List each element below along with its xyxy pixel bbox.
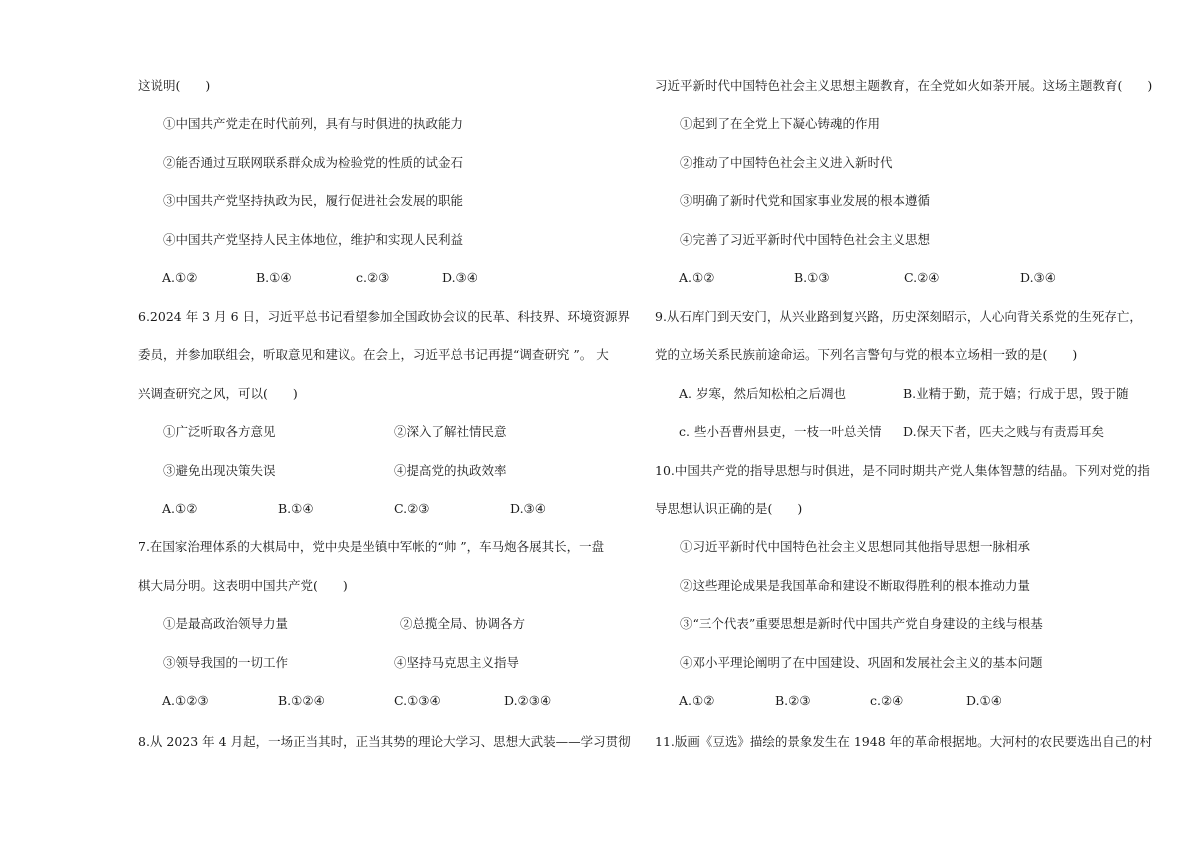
q10-stem-line-1: 10.中国共产党的指导思想与时俱进，是不同时期共产党人集体智慧的结晶。下列对党的指 (655, 463, 1150, 478)
q7-statement-1: ①是最高政治领导力量 (163, 616, 289, 631)
q5-statement-1: ①中国共产党走在时代前列，具有与时俱进的执政能力 (163, 116, 464, 131)
q8-option-a[interactable]: A.①② (679, 270, 715, 285)
q5-statement-4: ④中国共产党坚持人民主体地位，维护和实现人民利益 (163, 232, 464, 247)
q6-stem-line-2: 委员，并参加联组会，听取意见和建议。在会上，习近平总书记再提“调查研究 ”。 大 (138, 347, 609, 362)
q7-option-a[interactable]: A.①②③ (162, 693, 209, 708)
q11-stem-line-1: 11.版画《豆选》描绘的景象发生在 1948 年的革命根据地。大河村的农民要选出自己的村 (655, 734, 1153, 749)
q8-statement-4: ④完善了习近平新时代中国特色社会主义思想 (680, 232, 931, 247)
q7-stem-line-1: 7.在国家治理体系的大棋局中，党中央是坐镇中军帐的“帅 ”，车马炮各展其长，一盘 (138, 539, 605, 554)
q10-options (679, 693, 1129, 709)
q5-statement-3: ③中国共产党坚持执政为民，履行促进社会发展的职能 (163, 193, 464, 208)
q7-statement-2: ②总揽全局、协调各方 (400, 616, 526, 631)
q10-option-b[interactable]: B.②③ (775, 693, 811, 708)
q5-option-d[interactable]: D.③④ (442, 270, 478, 285)
q6-statement-1: ①广泛听取各方意见 (163, 424, 276, 439)
q8-option-b[interactable]: B.①③ (794, 270, 830, 285)
q7-statement-3: ③领导我国的一切工作 (163, 655, 289, 670)
q10-statement-1: ①习近平新时代中国特色社会主义思想同其他指导思想一脉相承 (680, 539, 1031, 554)
q8-statement-1: ①起到了在全党上下凝心铸魂的作用 (680, 116, 881, 131)
q7-statement-4: ④坚持马克思主义指导 (394, 655, 520, 670)
q9-option-a[interactable]: A. 岁寒，然后知松柏之后凋也 (679, 386, 846, 401)
q7-options (162, 693, 612, 709)
q6-options (162, 501, 612, 517)
q8-option-d[interactable]: D.③④ (1020, 270, 1056, 285)
q6-option-a[interactable]: A.①② (162, 501, 198, 516)
q10-stem-line-2: 导思想认识正确的是( ) (655, 501, 803, 516)
q9-stem-line-1: 9.从石库门到天安门，从兴业路到复兴路，历史深刻昭示，人心向背关系党的生死存亡， (655, 309, 1142, 324)
q6-stem-line-3: 兴调查研究之风，可以( ) (138, 386, 298, 401)
q9-stem-line-2: 党的立场关系民族前途命运。下列名言警句与党的根本立场相一致的是( ) (655, 347, 1078, 362)
q10-option-c[interactable]: c.②④ (870, 693, 904, 708)
q10-option-a[interactable]: A.①② (679, 693, 715, 708)
q6-statement-2: ②深入了解社情民意 (394, 424, 507, 439)
q8-stem-line-2: 习近平新时代中国特色社会主义思想主题教育，在全党如火如荼开展。这场主题教育( ) (655, 78, 1153, 93)
q8-statement-2: ②推动了中国特色社会主义进入新时代 (680, 155, 893, 170)
q9-option-c[interactable]: c. 些小吾曹州县吏，一枝一叶总关情 (679, 424, 882, 439)
q9-options-row-1 (679, 386, 1149, 402)
q10-statement-3: ③“三个代表”重要思想是新时代中国共产党自身建设的主线与根基 (680, 616, 1043, 631)
q6-option-c[interactable]: C.②③ (394, 501, 430, 516)
q7-option-b[interactable]: B.①②④ (278, 693, 325, 708)
q9-options-row-2 (679, 424, 1149, 440)
q6-option-b[interactable]: B.①④ (278, 501, 314, 516)
q5-statement-2: ②能否通过互联网联系群众成为检验党的性质的试金石 (163, 155, 464, 170)
q7-option-d[interactable]: D.②③④ (504, 693, 552, 708)
q8-statement-3: ③明确了新时代党和国家事业发展的根本遵循 (680, 193, 931, 208)
q5-stem-tail: 这说明( ) (138, 78, 211, 93)
q10-statement-2: ②这些理论成果是我国革命和建设不断取得胜利的根本推动力量 (680, 578, 1031, 593)
q5-options (162, 270, 612, 286)
q5-option-b[interactable]: B.①④ (256, 270, 292, 285)
q8-stem-line-1: 8.从 2023 年 4 月起，一场正当其时，正当其势的理论大学习、思想大武装——学习贯彻 (138, 734, 631, 749)
q5-option-a[interactable]: A.①② (162, 270, 198, 285)
q7-stem-line-2: 棋大局分明。这表明中国共产党( ) (138, 578, 348, 593)
q8-options (679, 270, 1129, 286)
q6-stem-line-1: 6.2024 年 3 月 6 日，习近平总书记看望参加全国政协会议的民革、科技界、环境资源界 (138, 309, 631, 324)
q9-option-d[interactable]: D.保天下者，匹夫之贱与有责焉耳矣 (903, 424, 1105, 439)
q7-option-c[interactable]: C.①③④ (394, 693, 441, 708)
q5-option-c[interactable]: c.②③ (356, 270, 390, 285)
q6-statement-4: ④提高党的执政效率 (394, 463, 507, 478)
q8-option-c[interactable]: C.②④ (904, 270, 940, 285)
q10-statement-4: ④邓小平理论阐明了在中国建设、巩固和发展社会主义的基本问题 (680, 655, 1043, 670)
q6-option-d[interactable]: D.③④ (510, 501, 546, 516)
q10-option-d[interactable]: D.①④ (966, 693, 1002, 708)
q9-option-b[interactable]: B.业精于勤，荒于嬉；行成于思，毁于随 (903, 386, 1129, 401)
q6-statement-3: ③避免出现决策失误 (163, 463, 276, 478)
